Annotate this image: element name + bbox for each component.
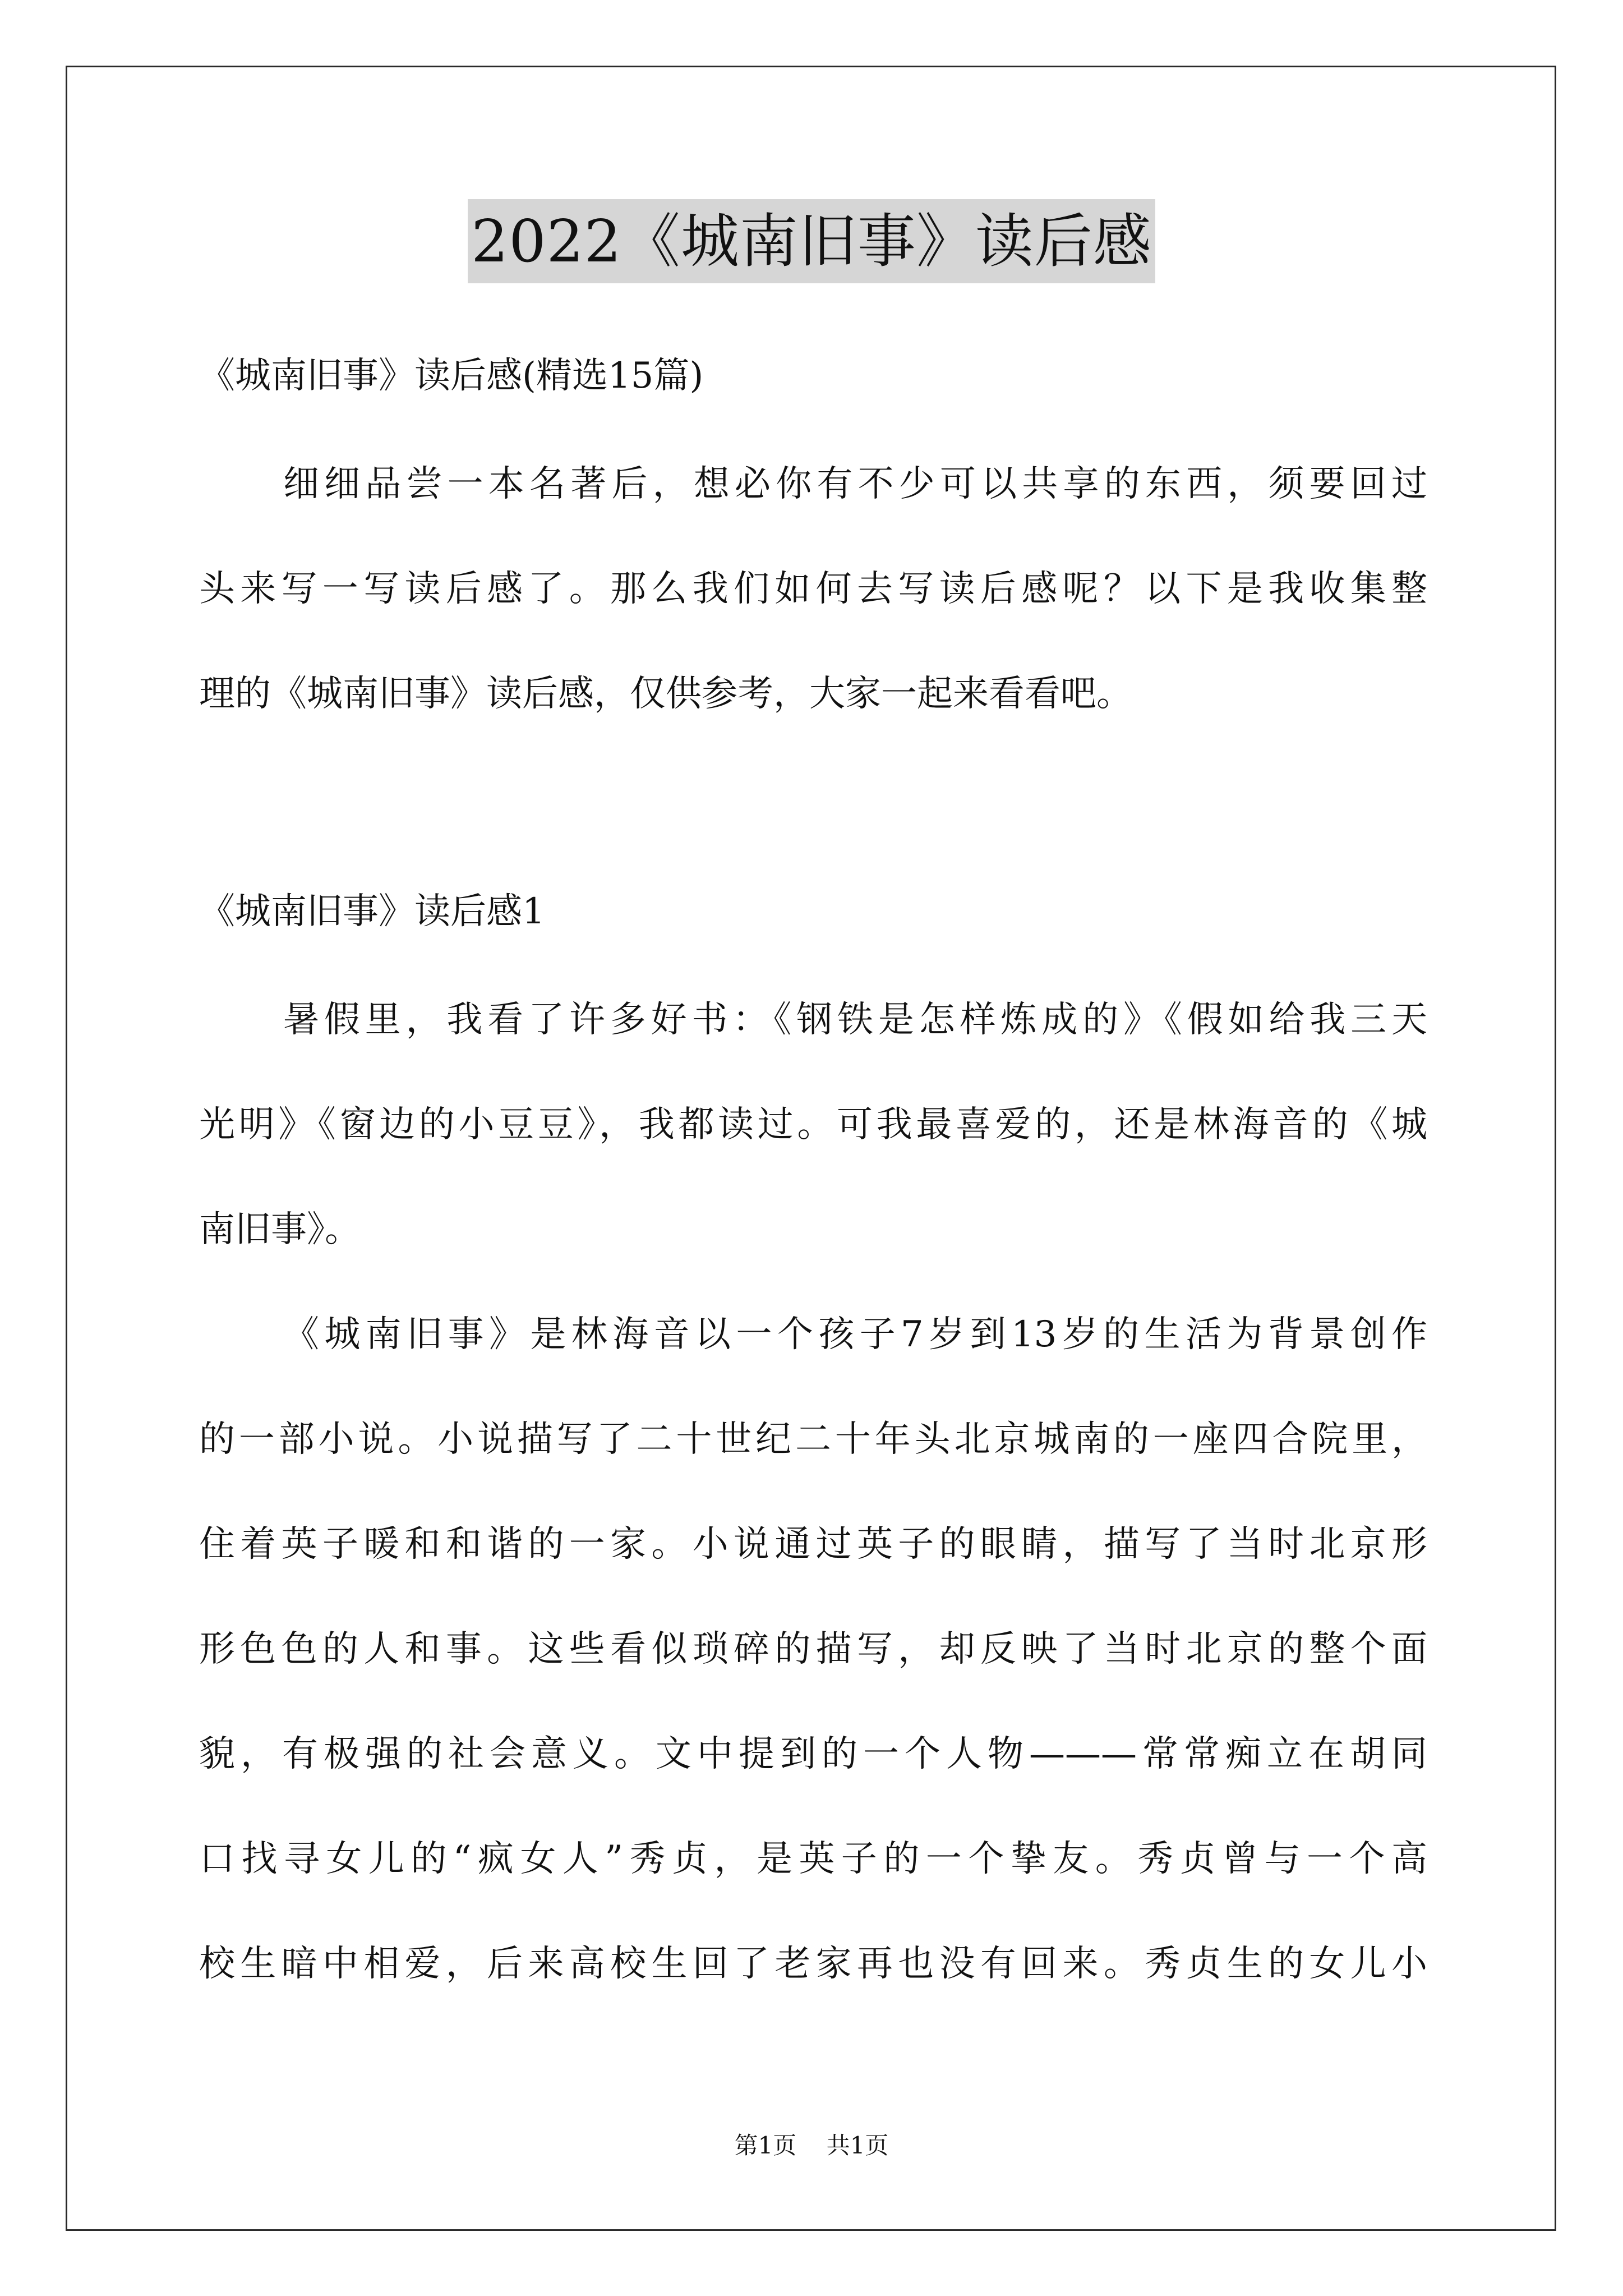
para2-line-4: 形色色的人和事。这些看似琐碎的描写，却反映了当时北京的整个面 xyxy=(199,1628,1427,1670)
para1-line-1: 暑假里，我看了许多好书：《钢铁是怎样炼成的》《假如给我三天 xyxy=(283,999,1427,1041)
para2-line-2: 的一部小说。小说描写了二十世纪二十年头北京城南的一座四合院里， xyxy=(199,1419,1427,1460)
para2-line-7: 校生暗中相爱，后来高校生回了老家再也没有回来。秀贞生的女儿小 xyxy=(199,1943,1427,1985)
section-heading: 《城南旧事》读后感1 xyxy=(199,891,545,932)
para2-line-5: 貌，有极强的社会意义。文中提到的一个人物———常常痴立在胡同 xyxy=(199,1733,1427,1775)
para2-line-3: 住着英子暖和和谐的一家。小说通过英子的眼睛，描写了当时北京形 xyxy=(199,1524,1427,1565)
total-pages: 共1页 xyxy=(826,2132,889,2159)
para1-line-2: 光明》《窗边的小豆豆》，我都读过。可我最喜爱的，还是林海音的《城 xyxy=(199,1104,1427,1145)
para2-line-1: 《城南旧事》是林海音以一个孩子7岁到13岁的生活为背景创作 xyxy=(283,1314,1427,1355)
intro-line-2: 头来写一写读后感了。那么我们如何去写读后感呢？以下是我收集整 xyxy=(199,568,1427,610)
intro-line-1: 细细品尝一本名著后，想必你有不少可以共享的东西，须要回过 xyxy=(283,463,1427,505)
para2-line-6: 口找寻女儿的“疯女人”秀贞，是英子的一个挚友。秀贞曾与一个高 xyxy=(199,1838,1427,1880)
page-number: 第1页 xyxy=(734,2132,797,2159)
intro-line-3: 理的《城南旧事》读后感，仅供参考，大家一起来看看吧。 xyxy=(199,673,1132,715)
page-footer xyxy=(0,2129,1623,2162)
title-block xyxy=(0,199,1623,283)
document-title[interactable]: 2022《城南旧事》读后感 xyxy=(468,199,1155,283)
subtitle: 《城南旧事》读后感(精选15篇) xyxy=(199,355,704,397)
para1-line-3: 南旧事》。 xyxy=(199,1209,361,1250)
